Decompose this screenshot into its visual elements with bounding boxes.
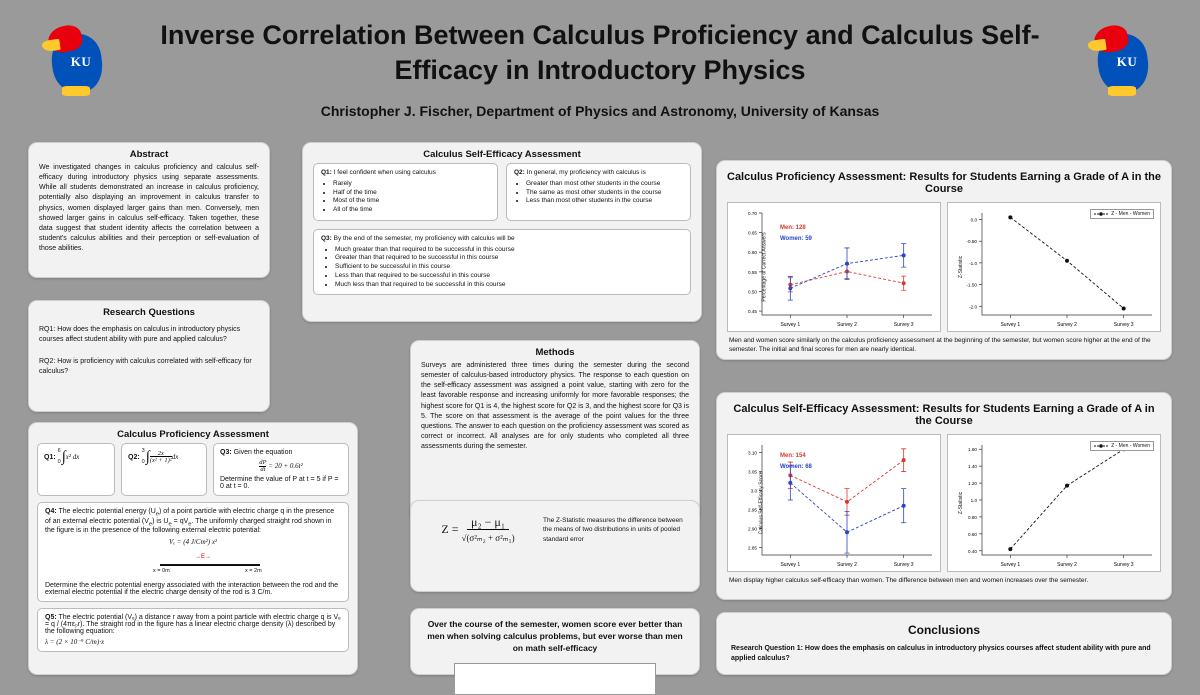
conclusions-panel: [716, 612, 1172, 675]
option-item[interactable]: • Much less than that required to be successful in this course: [335, 281, 683, 290]
z-lhs: Z =: [441, 521, 459, 536]
proficiency-q2: Q2: 3 $0\int\frac{2x}{\text{(x² + 1)²}}dx$: [121, 443, 207, 496]
proficiency-q3: Q3: Given the equation $\frac{dP}{dt} = 20 + 0.6t^2$ Determine the value of P at t = 5 if P = 0 at t = 0.: [213, 443, 349, 496]
q3-derivative: dP: [259, 459, 267, 466]
svg-text:3.05: 3.05: [748, 469, 757, 475]
svg-text:1.60: 1.60: [968, 447, 977, 453]
proficiency-z-legend-label: Z - Men - Women: [1111, 211, 1150, 217]
self-efficacy-z-legend-label: Z - Men - Women: [1111, 443, 1150, 449]
svg-text:3.10: 3.10: [748, 450, 757, 456]
q2-label: Q2:: [128, 454, 140, 462]
svg-text:0.0: 0.0: [970, 217, 977, 223]
z-statistic-panel: [410, 500, 700, 592]
se-q1-options: [333, 180, 490, 215]
z-denominator: √(σ²ₘ₂ + σ²ₘ₁): [461, 533, 515, 543]
proficiency-question-row: [29, 443, 357, 496]
svg-text:Survey 1: Survey 1: [780, 562, 801, 568]
key-finding-headline: Over the course of the semester, women score ever better than men when solving calculus problems, but ever worse than men on math self-efficacy: [427, 619, 683, 653]
se-q2-options: [526, 180, 683, 206]
option-item[interactable]: • Less than most other students in the course: [526, 197, 683, 206]
svg-text:2.95: 2.95: [748, 507, 757, 513]
z-statistic-description: The Z-Statistic measures the difference between the means of two distributions in units of pooled standard error: [543, 516, 683, 543]
key-finding-panel: [410, 608, 700, 675]
option-item[interactable]: • Much greater than that required to be successful in this course: [335, 246, 683, 255]
proficiency-z-ylabel: Z-Statistic: [958, 255, 965, 279]
svg-text:-2.0: -2.0: [969, 304, 977, 310]
svg-text:-0.50: -0.50: [966, 239, 977, 245]
q4-equation: Vₑ = (4 J/Cm²) x²: [168, 538, 218, 547]
q2-upper-limit: 3: [141, 448, 145, 454]
option-item[interactable]: • Greater than that required to be successful in this course: [335, 254, 683, 263]
option-item[interactable]: • Greater than most other students in the course: [526, 180, 683, 189]
proficiency-scores-chart: [727, 202, 941, 332]
svg-text:2.90: 2.90: [748, 526, 757, 532]
svg-text:0.80: 0.80: [968, 514, 977, 520]
svg-text:-1.50: -1.50: [966, 282, 977, 288]
page-title: Inverse Correlation Between Calculus Proficiency and Calculus Self-Efficacy in Introductory Physics: [160, 20, 1040, 86]
self-efficacy-women-annotation: Women: 68: [780, 464, 812, 470]
self-efficacy-results-panel: [716, 392, 1172, 600]
se-q1-stem: I feel confident when using calculus: [333, 169, 436, 176]
poster-header: [0, 0, 1200, 130]
self-efficacy-results-title: Calculus Self-Efficacy Assessment: Results for Students Earning a Grade of A in the Course: [733, 403, 1155, 427]
proficiency-men-annotation: Men: 128: [780, 225, 806, 231]
q3-equation-rhs: = 20 + 0.6t²: [268, 461, 303, 470]
se-q2-label: Q2:: [514, 169, 525, 176]
proficiency-results-title: Calculus Proficiency Assessment: Results for Students Earning a Grade of A in the Course: [727, 171, 1161, 195]
proficiency-q5: [37, 608, 349, 652]
option-item[interactable]: • All of the time: [333, 206, 490, 215]
q3-stem: Given the equation: [233, 449, 293, 456]
proficiency-women-annotation: Women: 59: [780, 236, 812, 242]
self-efficacy-q1: [313, 163, 498, 221]
svg-text:Survey 3: Survey 3: [893, 322, 914, 328]
option-item[interactable]: • Rarely: [333, 180, 490, 189]
option-item[interactable]: • Sufficient to be successful in this course: [335, 263, 683, 272]
q5-stem: The electric potential (Vₑ) a distance r away from a point particle with electric charge q is Vₑ = q / (4πε₀r). The straight rod in the figure has a linear electric charge density (λ) described by the following equation:: [45, 614, 341, 636]
svg-text:1.20: 1.20: [968, 481, 977, 487]
se-q1-label: Q1:: [321, 169, 332, 176]
svg-text:-1.0: -1.0: [969, 260, 977, 266]
svg-text:Survey 3: Survey 3: [893, 562, 914, 568]
se-q2-stem: In general, my proficiency with calculus is: [526, 169, 646, 176]
self-efficacy-zstatistic-chart: [947, 434, 1161, 572]
z-statistic-formula: [423, 515, 533, 545]
self-efficacy-assessment-panel: [302, 142, 702, 322]
svg-text:Survey 3: Survey 3: [1113, 562, 1134, 568]
self-efficacy-q3: [313, 229, 691, 296]
calculus-proficiency-title: Calculus Proficiency Assessment: [117, 429, 269, 440]
svg-text:0.50: 0.50: [748, 289, 757, 295]
svg-text:0.40: 0.40: [968, 548, 977, 554]
svg-text:Survey 2: Survey 2: [1057, 322, 1077, 328]
q4-tail: Determine the electric potential energy associated with the interaction between the rod and the external electric potential if the electric charge density of the rod is 3 C/m.: [45, 582, 339, 597]
q1-integrand: x² dx: [65, 453, 80, 462]
author-line: Christopher J. Fischer, Department of Physics and Astronomy, University of Kansas: [320, 103, 880, 119]
abstract-title: Abstract: [129, 149, 169, 160]
q4-label: Q4:: [45, 508, 57, 516]
svg-text:Survey 3: Survey 3: [1113, 322, 1134, 328]
research-questions-panel: [28, 300, 270, 412]
logo-text: KU: [1116, 54, 1138, 69]
q5-label: Q5:: [45, 614, 57, 622]
q3-label: Q3:: [220, 449, 232, 456]
conclusions-rq1: Research Question 1: How does the emphasis on calculus in introductory physics courses affect student ability with pure and applied calculus?: [731, 645, 1151, 662]
self-efficacy-scores-ylabel: Calculus Self-Efficacy Score: [758, 471, 765, 535]
q1-lower-limit: 0: [57, 459, 61, 465]
svg-text:Survey 2: Survey 2: [837, 322, 857, 328]
option-item[interactable]: • Less than that required to be successful in this course: [335, 272, 683, 281]
q4-figure: [45, 550, 341, 580]
svg-text:1.0: 1.0: [970, 498, 977, 503]
proficiency-caption: Men and women score similarly on the calculus proficiency assessment at the beginning of the semester, but women score higher at the end of the semester. The initial and final scores for men are nearly identical.: [729, 337, 1151, 354]
option-item[interactable]: • Most of the time: [333, 197, 490, 206]
logo-text: KU: [70, 54, 92, 69]
q5-equation: λ = (2 × 10⁻⁹ C/m)·x: [45, 638, 105, 647]
q4-fig-left-label: x = 0m: [153, 568, 170, 575]
svg-text:1.40: 1.40: [968, 464, 977, 470]
option-item[interactable]: • Half of the time: [333, 189, 490, 198]
se-q3-options: [335, 246, 683, 290]
calculus-proficiency-panel: [28, 422, 358, 675]
methods-title: Methods: [535, 347, 575, 358]
abstract-panel: [28, 142, 270, 278]
option-item[interactable]: • The same as most other students in the course: [526, 189, 683, 198]
ku-jayhawk-logo-right: [1086, 24, 1160, 104]
self-efficacy-assessment-title: Calculus Self-Efficacy Assessment: [423, 149, 581, 160]
ku-jayhawk-logo-left: [40, 24, 114, 104]
research-question-1: RQ1: How does the emphasis on calculus in introductory physics courses affect student ability with pure and applied calculus?: [39, 326, 241, 344]
svg-text:0.70: 0.70: [748, 211, 757, 216]
research-questions-title: Research Questions: [103, 307, 195, 318]
key-finding-figure: [454, 663, 656, 695]
q1-label: Q1:: [44, 454, 56, 462]
q1-upper-limit: 6: [57, 448, 61, 454]
svg-text:0.45: 0.45: [748, 309, 757, 315]
svg-text:0.65: 0.65: [748, 230, 757, 236]
self-efficacy-q2: [506, 163, 691, 221]
proficiency-scores-ylabel: Percentage of Correct Answers: [761, 232, 768, 302]
self-efficacy-scores-chart: [727, 434, 941, 572]
conclusions-title: Conclusions: [907, 623, 980, 637]
q2-denominator: (x² + 1)²: [149, 457, 172, 465]
svg-text:0.55: 0.55: [748, 269, 757, 275]
q2-numerator: 2x: [157, 450, 164, 458]
se-q3-stem: By the end of the semester, my proficiency with calculus will be: [333, 234, 515, 242]
q2-lower-limit: 0: [141, 459, 145, 465]
q4-stem: The electric potential energy $(U_e)$ of a point particle with electric charge q in the presence of an external electric potential $(V_e)$ is $U_e = qV_e$. The uniformly charged straight rod shown in the figure is in the presence of the following external electric potential:: [45, 508, 335, 535]
svg-text:2.85: 2.85: [748, 545, 757, 551]
q2-differential: dx: [171, 453, 179, 462]
self-efficacy-caption: Men display higher calculus self-efficacy than women. The difference between men and women increases over the semester.: [729, 577, 1089, 584]
q3-tail: Determine the value of P at t = 5 if P = 0 at t = 0.: [220, 476, 339, 491]
svg-text:0.60: 0.60: [968, 531, 977, 537]
z-numerator: μ₂ − μ₁: [467, 515, 509, 530]
svg-text:3.0: 3.0: [750, 488, 757, 494]
self-efficacy-men-annotation: Men: 154: [780, 453, 806, 459]
self-efficacy-z-legend: [1090, 441, 1154, 451]
abstract-body: We investigated changes in calculus proficiency and calculus self-efficacy during introductory physics using separate assessments. While all students demonstrated an increase in calculus proficiency, potentially also displaying an improvement in calculus transfer to physics, women displayed larger gains than men. Conversely, men showed larger gains in calculus self-efficacy. Taken together, these data suggest that student identity affects the correlation between a student's calculus abilities and their perception or self-evaluation of those abilities.: [39, 164, 259, 253]
svg-text:Survey 1: Survey 1: [1000, 322, 1021, 328]
svg-text:0.60: 0.60: [748, 250, 757, 256]
self-efficacy-z-ylabel: Z-Statistic: [958, 491, 965, 515]
q4-fig-right-label: x = 2m: [245, 568, 262, 575]
svg-text:Survey 1: Survey 1: [780, 322, 801, 328]
se-q3-label: Q3:: [321, 234, 332, 242]
research-question-2: RQ2: How is proficiency with calculus correlated with self-efficacy for calculus?: [39, 358, 252, 376]
proficiency-q1: Q1: 6 0∫x² dx: [37, 443, 115, 496]
proficiency-q4: [37, 502, 349, 602]
proficiency-zstatistic-chart: [947, 202, 1161, 332]
svg-text:Survey 1: Survey 1: [1000, 562, 1021, 568]
proficiency-z-legend: [1090, 209, 1154, 219]
proficiency-results-panel: [716, 160, 1172, 360]
methods-panel: [410, 340, 700, 522]
svg-text:Survey 2: Survey 2: [1057, 562, 1077, 568]
methods-body: Surveys are administered three times during the semester during the second semester of calculus-based introductory physics. The response to each question on the self-efficacy assessment was assigned a point value, starting with zero for the least favorable response and increasing uniformly for more favorable responses; the highest score for Q1 is 4, the highest score for Q2 is 3, and the highest score for Q3 is 5. The score on that assessment is the average of the point values for the three questions. The answer to each question on the proficiency assessment was scored as correct or incorrect. All analyses are for only students who completed all three assessments during the semester.: [421, 362, 689, 451]
field-arrow-icon: →E→: [195, 554, 212, 561]
svg-text:Survey 2: Survey 2: [837, 562, 857, 568]
